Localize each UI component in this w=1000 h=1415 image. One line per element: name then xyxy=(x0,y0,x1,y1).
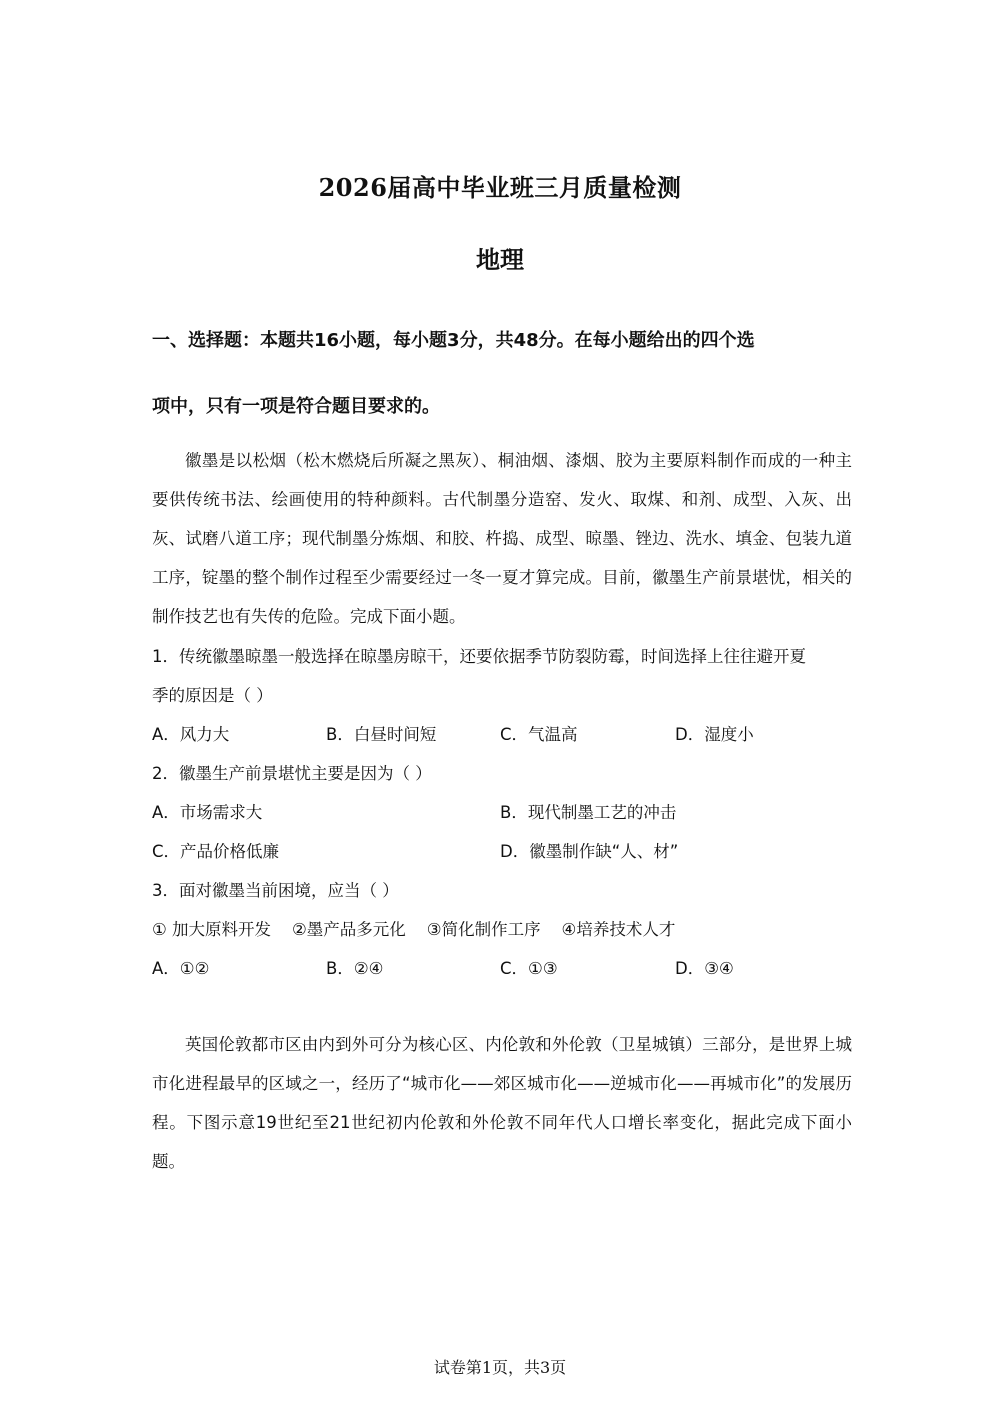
passage-huimo: 徽墨是以松烟（松木燃烧后所凝之黑灰）、桐油烟、漆烟、胶为主要原料制作而成的一种主要供传统书法、绘画使用的特种颜料。古代制墨分造窑、发火、取煤、和剂、成型、入灰、出灰、试磨八道工序；现代制墨分炼烟、和胶、杵捣、成型、晾墨、锉边、洗水、填金、包装九道工序，锭墨的整个制作过程至少需要经过一冬一夏才算完成。目前，徽墨生产前景堪忧，相关的制作技艺也有失传的危险。完成下面小题。 xyxy=(152,451,852,626)
section-heading-line2: 项中，只有一项是符合题目要求的。 xyxy=(152,396,440,417)
section-heading-line1: 一、选择题：本题共16小题，每小题3分，共48分。在每小题给出的四个选 xyxy=(152,330,755,351)
question-3-statements: ① 加大原料开发 ②墨产品多元化 ③简化制作工序 ④培养技术人才 xyxy=(152,920,676,939)
question-1-option-d: D．湿度小 xyxy=(675,725,754,744)
question-2-option-a: A．市场需求大 xyxy=(152,803,263,822)
question-2-stem: 2．徽墨生产前景堪忧主要是因为（ ） xyxy=(152,764,432,783)
question-3-option-c: C．①③ xyxy=(500,959,558,978)
passage-london: 英国伦敦都市区由内到外可分为核心区、内伦敦和外伦敦（卫星城镇）三部分，是世界上城市化进程最早的区域之一，经历了“城市化——郊区城市化——逆城市化——再城市化”的发展历程。下图示意19世纪至21世纪初内伦敦和外伦敦不同年代人口增长率变化，据此完成下面小题。 xyxy=(152,1035,852,1171)
question-3-stem: 3．面对徽墨当前困境，应当（ ） xyxy=(152,881,399,900)
exam-title: 2026届高中毕业班三月质量检测 xyxy=(318,173,682,202)
question-3-option-a: A．①② xyxy=(152,959,210,978)
question-2-option-c: C．产品价格低廉 xyxy=(152,842,280,861)
question-1-option-c: C．气温高 xyxy=(500,725,578,744)
question-2-option-d: D．徽墨制作缺“人、材” xyxy=(500,842,679,861)
question-2-option-b: B．现代制墨工艺的冲击 xyxy=(500,803,677,822)
question-1-option-a: A．风力大 xyxy=(152,725,230,744)
question-1-stem-line2: 季的原因是（ ） xyxy=(152,686,273,705)
question-1-stem-line1: 1．传统徽墨晾墨一般选择在晾墨房晾干，还要依据季节防裂防霉，时间选择上往往避开夏 xyxy=(152,647,806,666)
question-1-option-b: B．白昼时间短 xyxy=(326,725,437,744)
page-footer: 试卷第1页，共3页 xyxy=(433,1358,567,1377)
question-3-option-b: B．②④ xyxy=(326,959,384,978)
subject-title: 地理 xyxy=(476,245,524,274)
question-3-option-d: D．③④ xyxy=(675,959,734,978)
